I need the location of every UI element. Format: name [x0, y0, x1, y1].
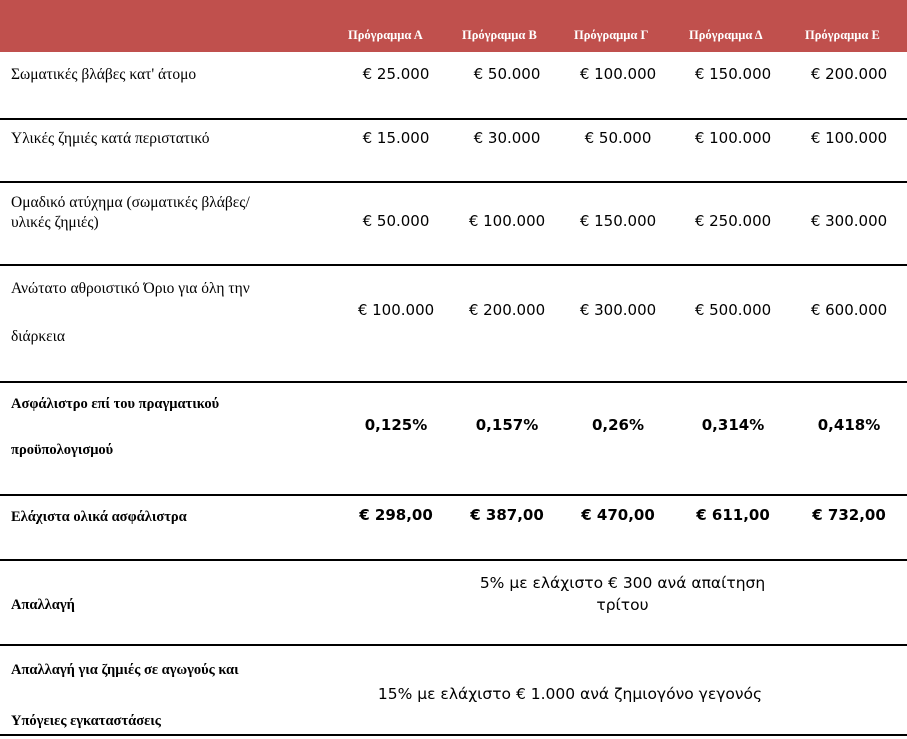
cell-value: 0,26%: [591, 416, 645, 434]
cell-value: € 100.000: [357, 301, 435, 319]
cell-value: € 611,00: [696, 506, 770, 524]
merged-cell-value: 5% με ελάχιστο € 300 ανά απαίτηση τρίτου: [479, 574, 766, 614]
row-label: Ομαδικό ατύχημα (σωματικές βλάβες/ υλικές ζημιές): [11, 194, 250, 231]
cell-value: € 100.000: [810, 129, 888, 147]
cell-value: € 600.000: [810, 301, 888, 319]
column-header-e: Πρόγραμμα Ε: [805, 28, 880, 42]
row-label: Απαλλαγή: [11, 597, 75, 613]
row-divider: [0, 264, 907, 266]
row-divider: [0, 644, 907, 646]
cell-value: 0,157%: [475, 416, 539, 434]
row-label: Ασφάλιστρο επί του πραγματικού: [11, 396, 220, 412]
column-header-a: Πρόγραμμα Α: [348, 28, 423, 42]
cell-value: € 387,00: [470, 506, 544, 524]
cell-value: € 298,00: [359, 506, 433, 524]
cell-value: € 250.000: [694, 212, 772, 230]
row-label: Ανώτατο αθροιστικό Όριο για όλη την: [11, 280, 250, 297]
cell-value: € 200.000: [468, 301, 546, 319]
cell-value: € 50.000: [362, 212, 430, 230]
row-label: Σωματικές βλάβες κατ' άτομο: [11, 66, 197, 83]
row-label: διάρκεια: [11, 328, 65, 345]
cell-value: € 500.000: [694, 301, 772, 319]
merged-cell-value: 15% με ελάχιστο € 1.000 ανά ζημιογόνο γεγονός: [377, 685, 763, 703]
column-header-b: Πρόγραμμα Β: [462, 28, 537, 42]
row-label: Υλικές ζημιές κατά περιστατικό: [11, 130, 210, 147]
cell-value: € 100.000: [694, 129, 772, 147]
cell-value: € 150.000: [579, 212, 657, 230]
cell-value: € 100.000: [579, 65, 657, 83]
table-header: [0, 0, 907, 52]
row-label: Υπόγειες εγκαταστάσεις: [11, 713, 161, 729]
row-label: Ελάχιστα ολικά ασφάλιστρα: [11, 509, 187, 525]
column-header-d: Πρόγραμμα Δ: [689, 28, 763, 42]
column-header-c: Πρόγραμμα Γ: [574, 28, 649, 42]
cell-value: 0,125%: [364, 416, 428, 434]
row-label: Απαλλαγή για ζημιές σε αγωγούς και: [11, 662, 239, 678]
cell-value: 0,314%: [701, 416, 765, 434]
cell-value: € 300.000: [579, 301, 657, 319]
cell-value: € 150.000: [694, 65, 772, 83]
cell-value: € 50.000: [473, 65, 541, 83]
cell-value: € 200.000: [810, 65, 888, 83]
row-divider: [0, 494, 907, 496]
cell-value: € 25.000: [362, 65, 430, 83]
row-divider: [0, 181, 907, 183]
cell-value: € 30.000: [473, 129, 541, 147]
cell-value: € 100.000: [468, 212, 546, 230]
cell-value: € 15.000: [362, 129, 430, 147]
cell-value: € 50.000: [584, 129, 652, 147]
row-divider: [0, 381, 907, 383]
cell-value: € 470,00: [581, 506, 655, 524]
cell-value: 0,418%: [817, 416, 881, 434]
row-divider: [0, 118, 907, 120]
row-divider: [0, 734, 907, 736]
cell-value: € 732,00: [812, 506, 886, 524]
row-divider: [0, 559, 907, 561]
row-label: προϋπολογισμού: [11, 442, 114, 458]
cell-value: € 300.000: [810, 212, 888, 230]
